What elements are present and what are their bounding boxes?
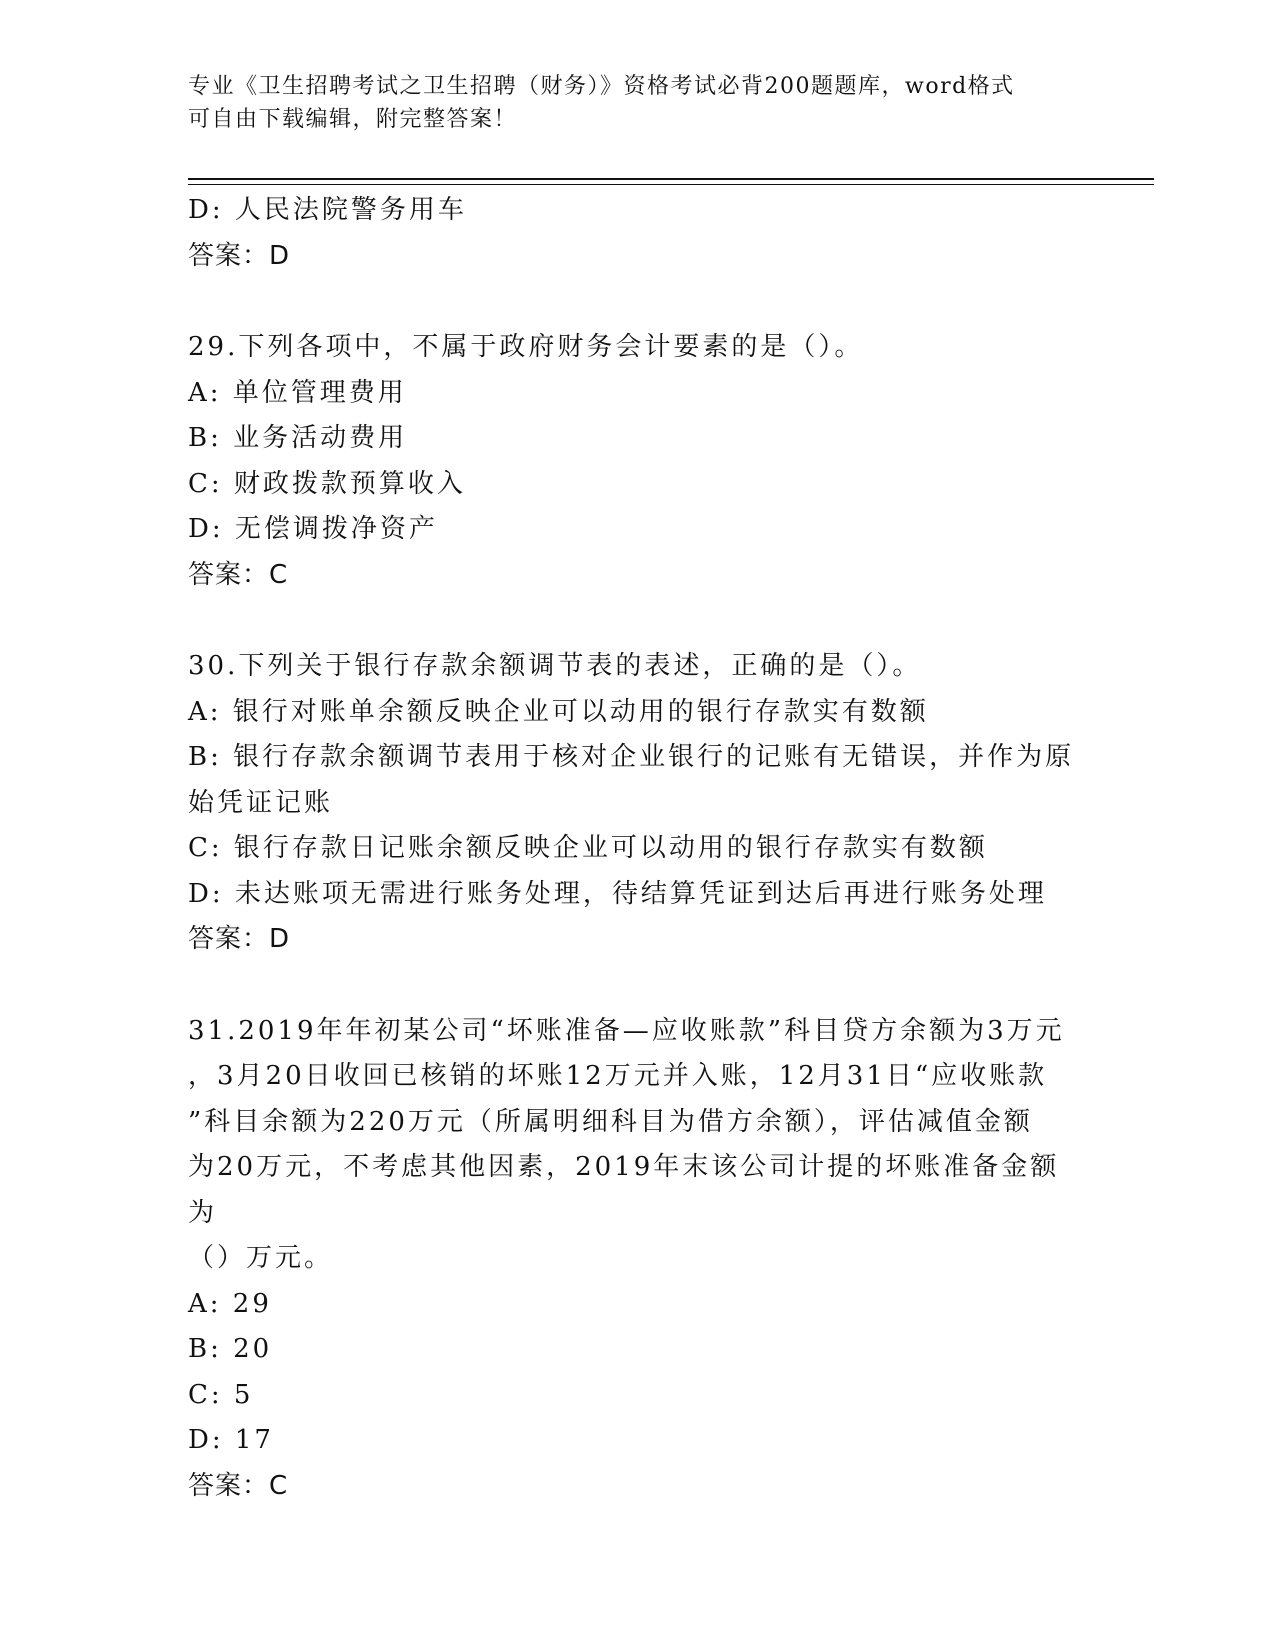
option-b: B: 银行存款余额调节表用于核对企业银行的记账有无错误，并作为原 [188,742,1075,772]
answer-line: 答案：D [188,240,291,271]
spacer [188,598,1088,644]
option-d: D: 无偿调拨净资产 [188,514,438,544]
previous-question-tail [188,188,1088,279]
header-title-line-2: 可自由下载编辑，附完整答案！ [188,107,518,132]
option-d: D: 17 [188,1425,274,1455]
question-31 [188,1009,1088,1510]
header-title-line-1: 专业《卫生招聘考试之卫生招聘（财务）》资格考试必背200题题库，word格式 [188,74,1015,99]
option-b-continued: 始凭证记账 [188,787,334,818]
question-stem: 30.下列关于银行存款余额调节表的表述，正确的是（）。 [188,651,922,681]
question-stem: 31.2019年年初某公司“坏账准备—应收账款”科目贷方余额为3万元 [188,1015,1065,1046]
question-stem-line-3: ”科目余额为220万元（所属明细科目为借方余额），评估减值金额 [188,1106,1033,1137]
question-stem-line-2: ，3月20日收回已核销的坏账12万元并入账，12月31日“应收账款 [188,1061,1048,1091]
header-divider-thin [188,184,1154,185]
option-b: B: 20 [188,1334,273,1364]
option-c: C: 财政拨款预算收入 [188,468,466,499]
question-stem-line-4: 为20万元，不考虑其他因素，2019年末该公司计提的坏账准备金额为 [188,1152,1060,1228]
document-header [188,70,1078,136]
option-d: D: 人民法院警务用车 [188,195,467,225]
option-d: D: 未达账项无需进行账务处理，待结算凭证到达后再进行账务处理 [188,878,1047,909]
answer-line: 答案：C [188,559,289,590]
answer-line: 答案：D [188,924,291,954]
option-a: A: 银行对账单余额反映企业可以动用的银行存款实有数额 [188,696,929,727]
spacer [188,279,1088,325]
spacer [188,963,1088,1009]
question-29 [188,325,1088,598]
question-stem: 29.下列各项中，不属于政府财务会计要素的是（）。 [188,332,864,362]
document-body [188,188,1088,1509]
option-a: A: 单位管理费用 [188,377,407,408]
header-divider-thick [188,178,1154,180]
question-30 [188,644,1088,963]
question-stem-line-5: （）万元。 [188,1243,334,1273]
option-a: A: 29 [188,1288,272,1319]
option-c: C: 5 [188,1379,254,1410]
answer-line: 答案：C [188,1470,289,1501]
option-b: B: 业务活动费用 [188,423,408,453]
option-c: C: 银行存款日记账余额反映企业可以动用的银行存款实有数额 [188,833,988,863]
